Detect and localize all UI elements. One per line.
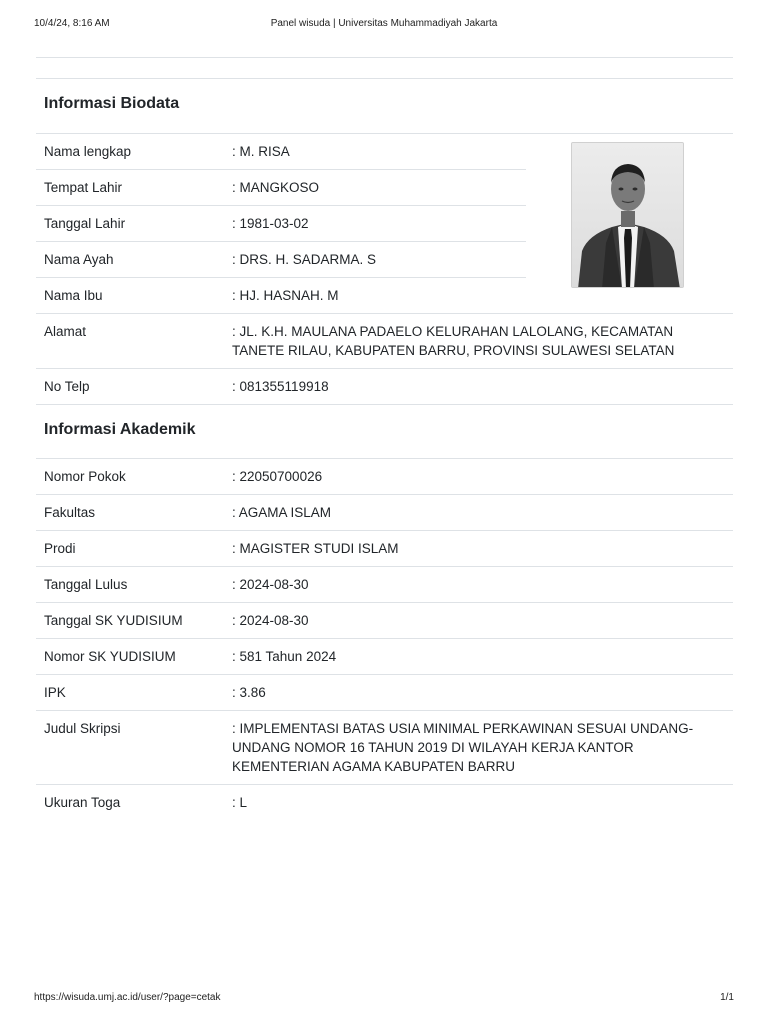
divider <box>36 57 733 78</box>
table-row <box>36 459 733 495</box>
print-datetime: 10/4/24, 8:16 AM <box>34 18 110 29</box>
row-label: No Telp <box>36 369 224 405</box>
row-value: : MANGKOSO <box>224 170 526 206</box>
row-label: Ukuran Toga <box>36 785 224 821</box>
akademik-section-title: Informasi Akademik <box>36 404 733 458</box>
print-header <box>0 18 768 32</box>
row-value: : 3.86 <box>224 675 733 711</box>
row-label: Nomor SK YUDISIUM <box>36 639 224 675</box>
table-row <box>36 603 733 639</box>
table-row <box>36 785 733 821</box>
biodata-section-title: Informasi Biodata <box>44 95 180 112</box>
table-row <box>36 531 733 567</box>
row-value: : 1981-03-02 <box>224 206 526 242</box>
row-label: Nomor Pokok <box>36 459 224 495</box>
row-value: : M. RISA <box>224 134 526 170</box>
row-label: Tanggal Lahir <box>36 206 224 242</box>
row-value: : 581 Tahun 2024 <box>224 639 733 675</box>
row-value: : JL. K.H. MAULANA PADAELO KELURAHAN LALOLANG, KECAMATAN TANETE RILAU, KABUPATEN BARRU, PROVINSI SULAWESI SELATAN <box>224 314 733 369</box>
table-row <box>36 675 733 711</box>
print-footer <box>0 992 768 1006</box>
biodata-table <box>36 133 733 404</box>
table-row <box>36 314 733 369</box>
table-row <box>36 639 733 675</box>
table-row <box>36 567 733 603</box>
table-row <box>36 369 733 405</box>
row-value: : 081355119918 <box>224 369 733 405</box>
print-page-title: Panel wisuda | Universitas Muhammadiyah Jakarta <box>270 18 498 29</box>
row-value: : 22050700026 <box>224 459 733 495</box>
table-row <box>36 495 733 531</box>
row-label: Nama lengkap <box>36 134 224 170</box>
row-label: Nama Ayah <box>36 242 224 278</box>
main-content <box>36 57 733 820</box>
row-value: : AGAMA ISLAM <box>224 495 733 531</box>
table-row <box>36 711 733 785</box>
table-row <box>36 134 733 170</box>
row-value: : HJ. HASNAH. M <box>224 278 526 314</box>
row-value: : DRS. H. SADARMA. S <box>224 242 526 278</box>
row-label: Tanggal SK YUDISIUM <box>36 603 224 639</box>
akademik-table <box>36 458 733 820</box>
print-url: https://wisuda.umj.ac.id/user/?page=cetak <box>34 992 221 1003</box>
row-label: Prodi <box>36 531 224 567</box>
row-label: Fakultas <box>36 495 224 531</box>
row-label: Nama Ibu <box>36 278 224 314</box>
row-label: Tempat Lahir <box>36 170 224 206</box>
row-value: : 2024-08-30 <box>224 603 733 639</box>
row-value: : 2024-08-30 <box>224 567 733 603</box>
row-value: : L <box>224 785 733 821</box>
print-page-number: 1/1 <box>720 992 734 1003</box>
row-value: : IMPLEMENTASI BATAS USIA MINIMAL PERKAWINAN SESUAI UNDANG-UNDANG NOMOR 16 TAHUN 2019 DI WILAYAH KERJA KANTOR KEMENTERIAN AGAMA KABUPATEN BARRU <box>224 711 733 785</box>
photo-cell <box>526 134 733 314</box>
profile-photo <box>571 142 684 288</box>
row-value: : MAGISTER STUDI ISLAM <box>224 531 733 567</box>
row-label: Tanggal Lulus <box>36 567 224 603</box>
row-label: Alamat <box>36 314 224 369</box>
row-label: Judul Skripsi <box>36 711 224 785</box>
row-label: IPK <box>36 675 224 711</box>
